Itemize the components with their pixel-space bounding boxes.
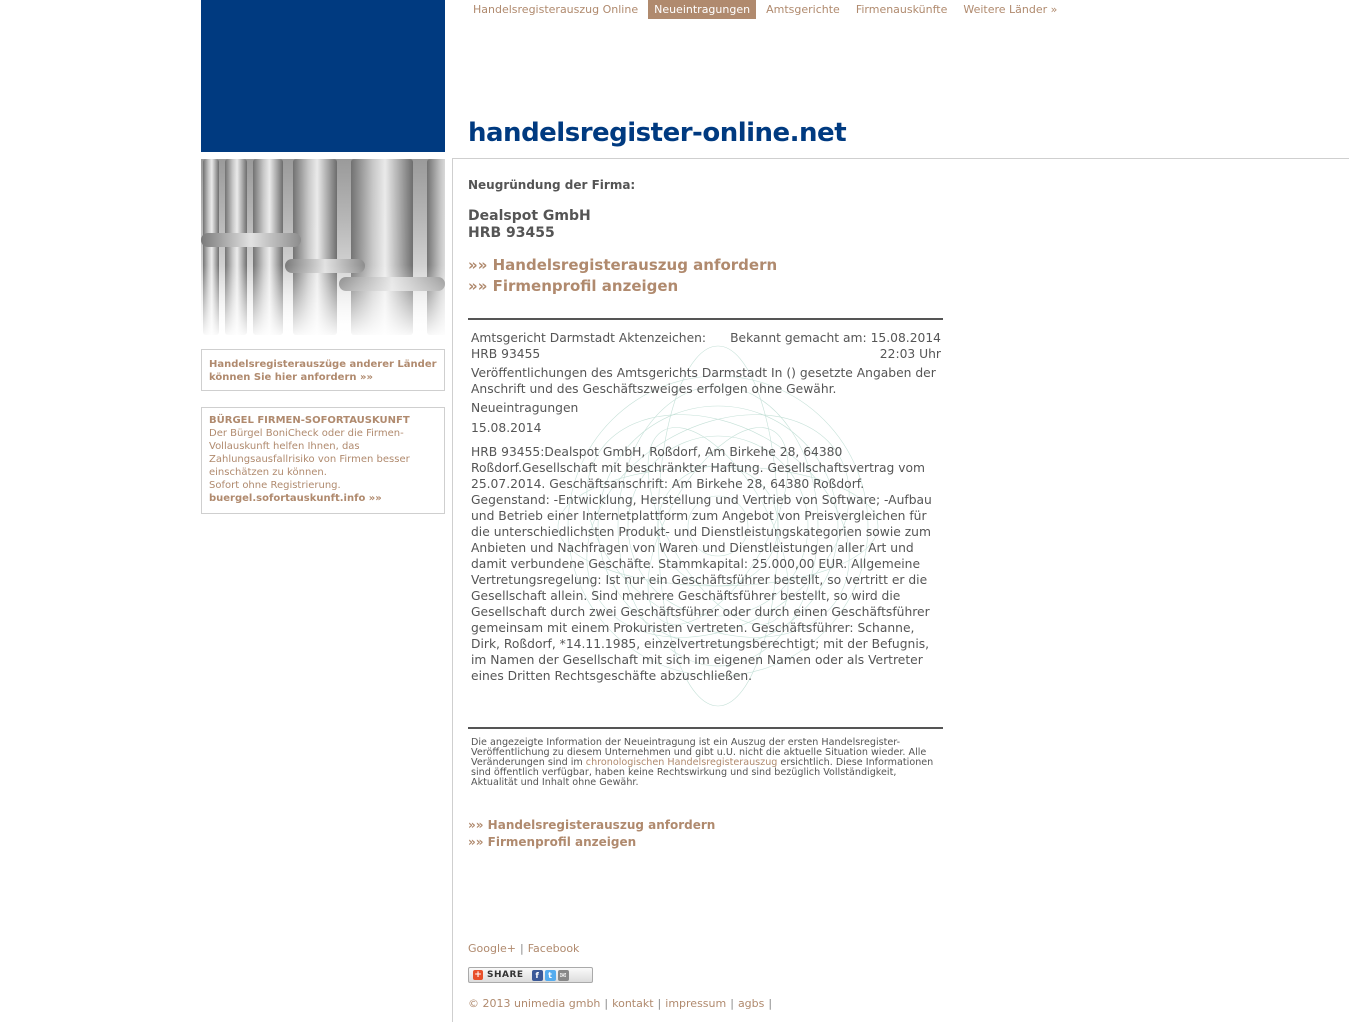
notice-published-date: Bekannt gemacht am: 15.08.2014: [730, 331, 941, 345]
nav-item-handelsregisterauszug[interactable]: Handelsregisterauszug Online: [473, 3, 639, 16]
nav-item-firmenauskuenfte[interactable]: Firmenauskünfte: [855, 3, 948, 16]
footer-copyright: © 2013 unimedia gmbh: [468, 997, 601, 1010]
company-name: Dealspot GmbH: [468, 208, 591, 224]
notice-intro: Veröffentlichungen des Amtsgerichts Darmstadt In () gesetzte Angaben der Anschrift und des Geschäftszweiges erfolgen ohne Gewähr.: [471, 366, 936, 396]
request-extract-link[interactable]: »» Handelsregisterauszug anfordern: [468, 256, 778, 274]
top-navigation: [467, 0, 1067, 19]
notice-block: [471, 330, 941, 684]
disclaimer: [471, 738, 941, 788]
share-button[interactable]: [468, 967, 593, 983]
buergel-box: [201, 407, 445, 514]
content-divider: [452, 158, 453, 1022]
footer-separator: |: [604, 997, 609, 1010]
company-hrb: HRB 93455: [468, 225, 555, 241]
disclaimer-text-1: Die angezeigte Information der Neueintragung ist ein Auszug der ersten Handelsregister-Veröffentlichung zu diesem Unternehmen und gibt u.U. nicht die aktuelle Situation wieder. Alle Veränderungen sind im: [471, 737, 927, 768]
footer-kontakt-link[interactable]: kontakt: [612, 997, 654, 1010]
notice-body: HRB 93455:Dealspot GmbH, Roßdorf, Am Birkehe 28, 64380 Roßdorf.Gesellschaft mit beschränkter Haftung. Gesellschaftsvertrag vom 25.07.2014. Geschäftsanschrift: Am Birkehe 28, 64380 Roßdorf. Gegenstand: -Entwicklung, Herstellung und Vertrieb von Software; -Aufbau und Betrieb einer Internetplattform zum Angebot von Preisvergleichen für die unterschiedlichsten Produkt- und Dienstleistungskategorien sowie zum Anbieten und Nachfragen von Waren und Dienstleistungen aller Art und damit verbundene Geschäfte. Stammkapital: 25.000,00 EUR. Allgemeine Vertretungsregelung: Ist nur ein Geschäftsführer bestellt, so vertritt er die Gesellschaft allein. Sind mehrere Geschäftsführer bestellt, so wird die Gesellschaft durch zwei Geschäftsführer oder durch einen Geschäftsführer gemeinsam mit einem Prokuristen vertreten. Geschäftsführer: Schanne, Dirk, Roßdorf, *14.11.1985, einzelvertretungsberechtigt; mit der Befugnis, im Namen der Gesellschaft mit sich im eigenen Namen oder als Vertreter eines Dritten Rechtsgeschäfte abzuschließen.: [471, 445, 932, 683]
notice-published-time: 22:03 Uhr: [879, 347, 941, 361]
request-extract-link-bottom[interactable]: »» Handelsregisterauszug anfordern: [468, 818, 716, 832]
notice-file-number: HRB 93455: [471, 347, 541, 361]
footer-agbs-link[interactable]: agbs: [737, 997, 765, 1010]
footer-impressum-link[interactable]: impressum: [665, 997, 727, 1010]
footer-separator: |: [657, 997, 662, 1010]
google-plus-link[interactable]: Google+: [468, 942, 517, 955]
buergel-heading: BÜRGEL FIRMEN-SOFORTAUSKUNFT: [209, 415, 410, 426]
social-links: [468, 942, 579, 955]
chronological-extract-link[interactable]: chronologischen Handelsregisterauszug: [585, 757, 778, 768]
header-divider: [453, 158, 1349, 159]
other-countries-box[interactable]: [201, 349, 445, 391]
notice-date: 15.08.2014: [471, 421, 542, 435]
buergel-text: Der Bürgel BoniCheck oder die Firmen-Vollauskunft helfen Ihnen, das Zahlungsausfallrisiko von Firmen besser einschätzen zu können.: [209, 428, 410, 478]
nav-item-weitere-laender[interactable]: Weitere Länder »: [963, 3, 1058, 16]
nav-item-amtsgerichte[interactable]: Amtsgerichte: [766, 3, 840, 16]
company-profile-link[interactable]: »» Firmenprofil anzeigen: [468, 277, 679, 295]
buergel-link[interactable]: buergel.sofortauskunft.info »»: [209, 493, 382, 504]
notice-court: Amtsgericht Darmstadt Aktenzeichen:: [471, 331, 707, 345]
share-label: SHARE: [487, 970, 524, 980]
nav-item-neueintragungen[interactable]: Neueintragungen: [648, 0, 756, 19]
notice-bottom-rule: [468, 727, 943, 729]
footer-separator: |: [730, 997, 734, 1010]
disclaimer-text-2: ersichtlich. Diese Informationen sind öffentlich verfügbar, haben keine Rechtswirkung und sind bezüglich Vollständigkeit, Aktualität und Inhalt ohne Gewähr.: [471, 757, 934, 788]
logo-block: [201, 0, 445, 152]
company-profile-link-bottom[interactable]: »» Firmenprofil anzeigen: [468, 835, 637, 849]
other-countries-link[interactable]: Handelsregisterauszüge anderer Länder können Sie hier anfordern »»: [209, 359, 437, 383]
twitter-icon: t: [545, 970, 556, 981]
email-icon: ✉: [558, 970, 569, 981]
notice-top-rule: [468, 318, 943, 320]
footer: [468, 997, 776, 1010]
columns-image: [201, 159, 445, 335]
site-title[interactable]: handelsregister-online.net: [468, 118, 847, 148]
footer-separator: |: [768, 997, 773, 1010]
share-plus-icon: +: [474, 970, 482, 980]
founding-label: Neugründung der Firma:: [468, 178, 636, 192]
facebook-link[interactable]: Facebook: [527, 942, 580, 955]
facebook-icon: f: [532, 970, 543, 981]
buergel-no-registration: Sofort ohne Registrierung.: [209, 480, 341, 491]
notice-type: Neueintragungen: [471, 401, 579, 415]
social-separator: |: [520, 942, 524, 955]
